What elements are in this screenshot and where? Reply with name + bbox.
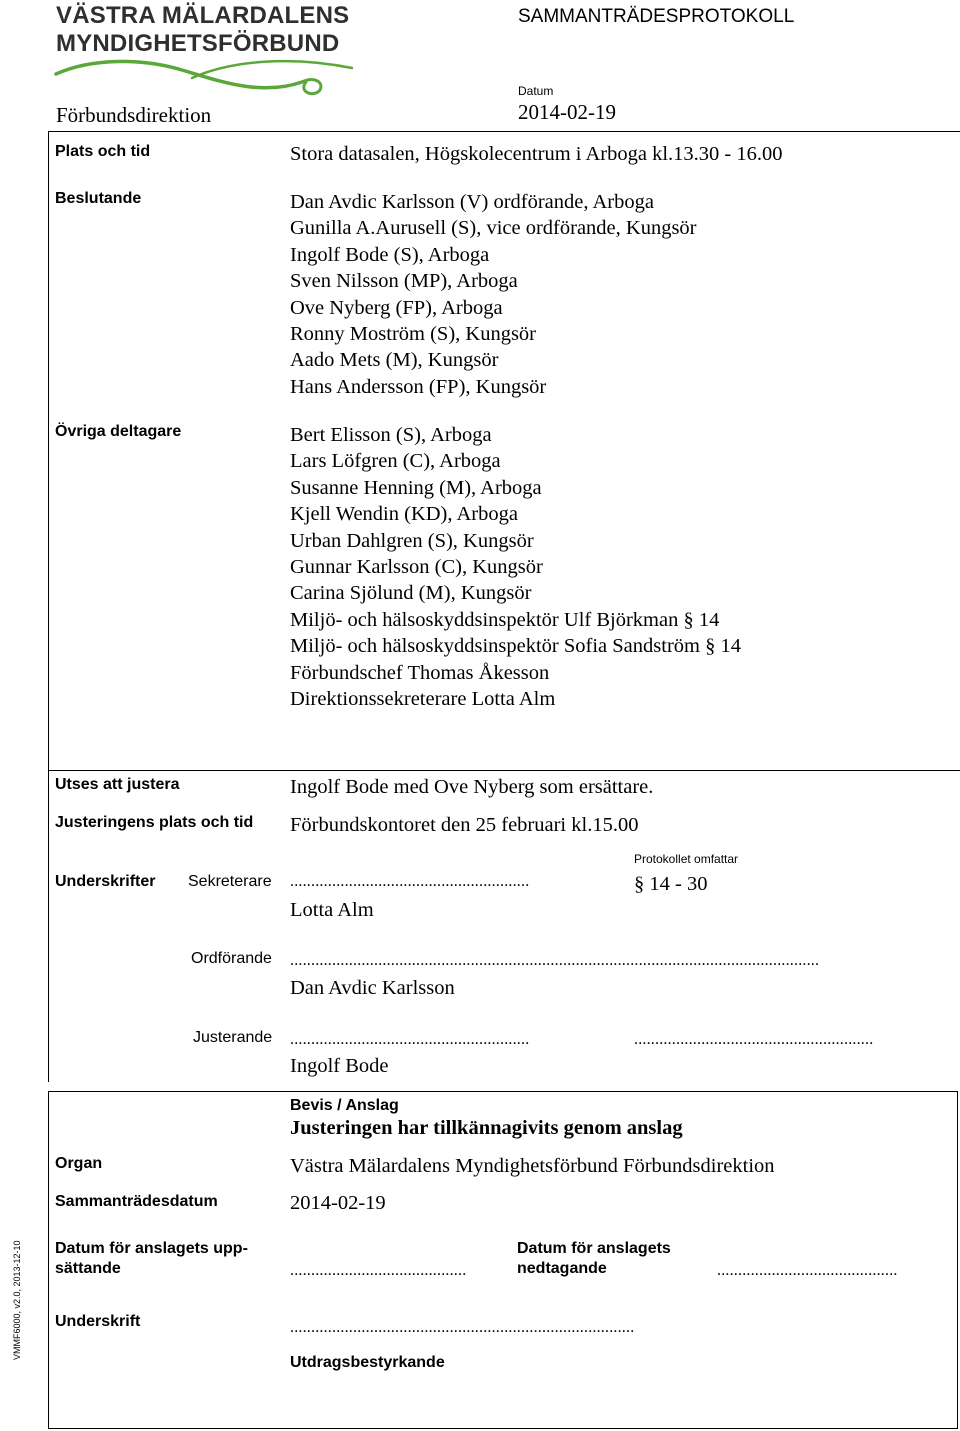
organ-label: Organ	[55, 1155, 103, 1172]
secretary-signature-line: .........................................................	[290, 873, 530, 890]
list-item: Hans Andersson (FP), Kungsör	[290, 375, 547, 398]
place-label: Plats och tid	[55, 143, 151, 160]
list-item: Bert Elisson (S), Arboga	[290, 424, 492, 446]
notice-heading: Bevis / Anslag	[290, 1097, 399, 1114]
signature-label: Underskrift	[55, 1313, 141, 1330]
signature-line: ..................................................................................	[290, 1319, 635, 1336]
removed-date-label-line2: nedtagande	[517, 1260, 607, 1277]
list-item: Ingolf Bode (S), Arboga	[290, 243, 490, 266]
logo-swoosh-icon	[52, 52, 372, 102]
list-item: Ronny Moström (S), Kungsör	[290, 322, 537, 345]
removed-date-label-line1: Datum för anslagets	[517, 1240, 671, 1257]
adjuster-label: Utses att justera	[55, 776, 180, 793]
list-item: Aado Mets (M), Kungsör	[290, 349, 499, 372]
divider	[280, 770, 960, 771]
list-item: Ove Nyberg (FP), Arboga	[290, 296, 503, 319]
list-item: Gunnar Karlsson (C), Kungsör	[290, 555, 543, 578]
others-list	[290, 422, 741, 712]
meeting-date-label: Sammanträdesdatum	[55, 1193, 218, 1210]
list-item: Lars Löfgren (C), Arboga	[290, 450, 501, 473]
list-item: Miljö- och hälsoskyddsinspektör Sofia Sandström § 14	[290, 635, 741, 658]
deciding-label: Beslutande	[55, 190, 142, 207]
chair-signature-line: ..............................................................................................................................	[290, 952, 820, 969]
adjusting-signature-line-1: .........................................................	[290, 1031, 530, 1048]
chair-label: Ordförande	[191, 950, 272, 967]
posted-date-label-line1: Datum för anslagets upp-	[55, 1240, 248, 1257]
list-item: Miljö- och hälsoskyddsinspektör Ulf Björkman § 14	[290, 608, 720, 631]
date-label: Datum	[518, 84, 554, 98]
notice-frame	[48, 1091, 958, 1429]
date-value: 2014-02-19	[518, 100, 616, 124]
secretary-name: Lotta Alm	[290, 899, 374, 921]
adjusting-label: Justerande	[193, 1029, 273, 1046]
certification-label: Utdragsbestyrkande	[290, 1354, 445, 1371]
adjusting-name: Ingolf Bode	[290, 1055, 389, 1077]
list-item: Förbundschef Thomas Åkesson	[290, 661, 550, 684]
protocol-covers-label: Protokollet omfattar	[634, 852, 739, 866]
signatures-label: Underskrifter	[55, 873, 156, 890]
list-item: Gunilla A.Aurusell (S), vice ordförande, Kungsör	[290, 217, 697, 240]
list-item: Direktionssekreterare Lotta Alm	[290, 687, 556, 710]
posted-date-line: ..........................................	[290, 1262, 467, 1279]
deciding-list	[290, 189, 697, 400]
adjustment-place-value: Förbundskontoret den 25 februari kl.15.00	[290, 814, 639, 836]
org-name-line2: MYNDIGHETSFÖRBUND	[56, 30, 340, 57]
list-item: Dan Avdic Karlsson (V) ordförande, Arboga	[290, 191, 654, 213]
document-type: SAMMANTRÄDESPROTOKOLL	[518, 6, 795, 27]
list-item: Susanne Henning (M), Arboga	[290, 476, 542, 499]
meeting-date-value: 2014-02-19	[290, 1192, 386, 1214]
adjusting-signature-line-2: .........................................................	[634, 1031, 874, 1048]
posted-date-label-line2: sättande	[55, 1260, 121, 1277]
protocol-covers-value: § 14 - 30	[634, 873, 708, 895]
department: Förbundsdirektion	[56, 103, 212, 127]
list-item: Kjell Wendin (KD), Arboga	[290, 503, 518, 526]
others-label: Övriga deltagare	[55, 423, 182, 440]
organ-value: Västra Mälardalens Myndighetsförbund Förbundsdirektion	[290, 1155, 775, 1177]
form-code: VMMF6000, v2.0, 2013-12-10	[12, 1240, 22, 1360]
secretary-label: Sekreterare	[188, 873, 272, 890]
list-item: Sven Nilsson (MP), Arboga	[290, 270, 518, 293]
org-name-line1: VÄSTRA MÄLARDALENS	[56, 2, 350, 29]
notice-subheading: Justeringen har tillkännagivits genom anslag	[290, 1117, 683, 1139]
removed-date-line: ...........................................	[717, 1262, 898, 1279]
adjustment-place-label: Justeringens plats och tid	[55, 814, 254, 831]
list-item: Urban Dahlgren (S), Kungsör	[290, 529, 534, 552]
adjuster-value: Ingolf Bode med Ove Nyberg som ersättare.	[290, 776, 654, 798]
list-item: Carina Sjölund (M), Kungsör	[290, 582, 532, 605]
chair-name: Dan Avdic Karlsson	[290, 977, 455, 999]
place-value: Stora datasalen, Högskolecentrum i Arboga kl.13.30 - 16.00	[290, 143, 783, 165]
